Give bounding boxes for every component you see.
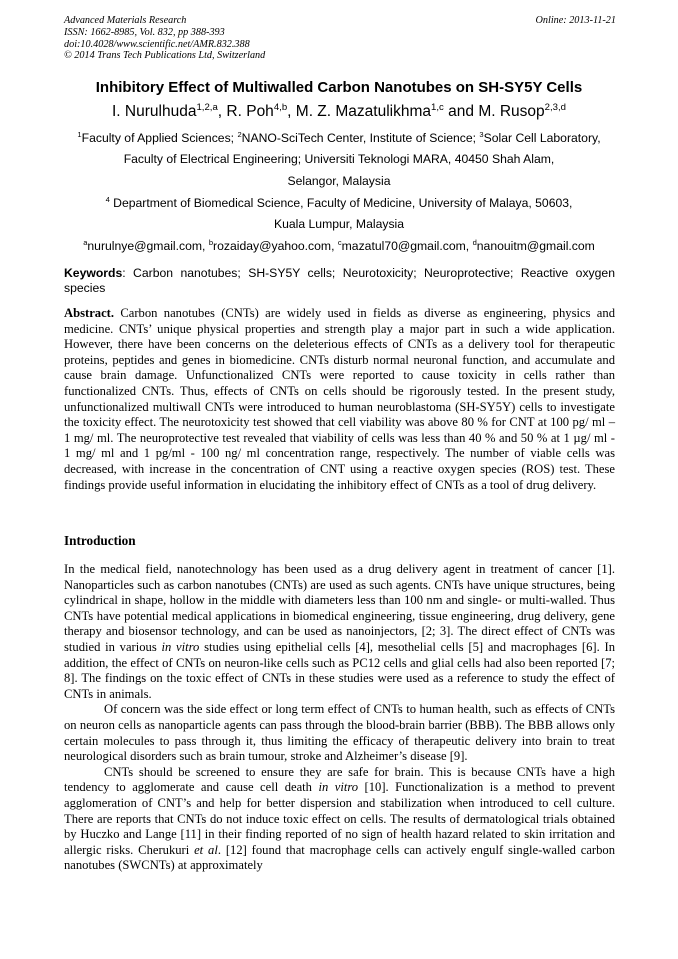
author-name: R. Poh (226, 103, 274, 121)
introduction-body (64, 562, 615, 874)
author-name: I. Nurulhuda (112, 103, 197, 121)
affiliation-line-2: Faculty of Electrical Engineering; Universiti Teknologi MARA, 40450 Shah Alam, (123, 152, 555, 166)
author-name: M. Rusop (478, 103, 545, 121)
author-separator: , (217, 103, 227, 121)
email-mark: d (472, 238, 477, 247)
email-mark: a (83, 238, 88, 247)
journal-copyright: © 2014 Trans Tech Publications Ltd, Switzerland (64, 50, 266, 62)
affiliation-text: Solar Cell Laboratory, (483, 131, 601, 146)
author-affiliation-mark: 1,2,a (196, 102, 218, 113)
journal-issn: ISSN: 1662-8985, Vol. 832, pp 388-393 (64, 26, 225, 38)
keywords-text: : Carbon nanotubes; SH-SY5Y cells; Neurotoxicity; Neuroprotective; Reactive oxygen species (64, 266, 615, 295)
affiliation-mark: 4 (105, 195, 110, 204)
affiliation-line-5: Kuala Lumpur, Malaysia (273, 217, 405, 231)
text-run: . [12] found that macrophage cells can actively engulf single-walled carbon nanotubes (SWCNTs) at approximately (64, 842, 615, 873)
author-name: M. Z. Mazatulikhma (295, 103, 432, 121)
author-affiliation-mark: 2,3,d (544, 102, 566, 113)
italic-text: et al (194, 842, 218, 857)
journal-name: Advanced Materials Research (64, 15, 187, 26)
keywords-label: Keywords (64, 266, 123, 280)
abstract-label: Abstract. (64, 306, 115, 320)
italic-text: in vitro (318, 780, 359, 795)
text-run: studies using epithelial cells [4], mesothelial cells [5] and macrophages [6]. In addition, the effect of CNTs on neuron-like cells such as PC12 cells and glial cells had also been reported [7; 8]. The findings on the toxic effect of CNTs in these studies were used as a reference to study the effect of CNTs in animals. (64, 639, 615, 701)
author-list (30, 102, 648, 121)
abstract-text: Carbon nanotubes (CNTs) are widely used in fields as diverse as engineering, physics and medicine. CNTs’ unique physical properties and strength play a major part in such a wide application. However, there have been concerns on the deleterious effects of CNTs as a delivery tool for therapeutic proteins, peptides and genes in biomedicine. CNTs disturb normal neuronal function, and accumulate and cause brain damage. Unfunctionalized CNTs were reported to cause toxicity in cells rather than functionalized CNTs. Thus, effects of CNTs on cells should be rigorously tested. In the present study, unfunctionalized multiwall CNTs were introduced to human neuroblastoma (SH-SY5Y) cells to investigate the toxicity effect. The neurotoxicity test showed that cell viability was above 80 % for CNT at 100 pg/ ml – 1 mg/ ml. The neuroprotective test revealed that viability of cells was less than 40 % and 50 % at 1 µg/ ml - 1 mg/ ml and 1 pg/ml - 100 ng/ ml concentration range, respectively. The number of viable cells was decreased, with increase in the concentration of CNT using a reactive oxygen species (ROS) test. These findings provide useful information in elucidating the inhibitory effect of CNTs as a tool of drug delivery. (64, 306, 615, 492)
affiliation-text: NANO-SciTech Center, Institute of Science; (241, 131, 480, 146)
online-date: Online: 2013-11-21 (535, 15, 616, 26)
text-run: CNTs should be screened to ensure they are safe for brain. This is because CNTs have a high tendency to agglomerate and cause cell death (64, 764, 615, 795)
email-mark: c (337, 238, 342, 247)
abstract (64, 306, 615, 493)
affiliation-text: Faculty of Applied Sciences; (81, 131, 238, 146)
email-mark: b (208, 238, 214, 247)
affiliation-line-1 (40, 130, 638, 145)
author-affiliation-mark: 1,c (431, 102, 444, 113)
journal-header (64, 15, 616, 62)
italic-text: in vitro (161, 639, 200, 654)
intro-paragraph-2: Of concern was the side effect or long term effect of CNTs to human health, such as effects of CNTs on neuron cells as nanoparticle agents can pass through the blood-brain barrier (BBB). The BBB allows only certain molecules to pass through it, thus limiting the efficacy of therapeutic delivery into brain to treat neurological disorders such as brain tumour, stroke and Alzheimer’s disease [9]. (64, 702, 615, 764)
affiliation-line-3: Selangor, Malaysia (287, 174, 391, 188)
paper-title: Inhibitory Effect of Multiwalled Carbon Nanotubes on SH-SY5Y Cells (95, 79, 583, 96)
introduction-heading: Introduction (64, 533, 136, 548)
email-link[interactable]: nurulnye@gmail.com, (87, 239, 209, 254)
affiliation-mark: 2 (237, 130, 242, 139)
author-separator: , (287, 103, 296, 121)
email-link[interactable]: mazatul70@gmail.com, (341, 239, 473, 254)
journal-doi: doi:10.4028/www.scientific.net/AMR.832.388 (64, 38, 250, 50)
author-separator: and (443, 103, 479, 121)
affiliation-mark: 1 (77, 130, 82, 139)
author-affiliation-mark: 4,b (273, 102, 288, 113)
intro-paragraph-1 (64, 562, 615, 702)
text-run: In the medical field, nanotechnology has been used as a drug delivery agent in treatment of cancer [1]. Nanoparticles such as carbon nanotubes (CNTs) are used as such agents. CNTs have unique structures, being cylindrical in shape, hollow in the middle with diameters less than 100 nm and single- or multi-walled. Thus CNTs have potential medical applications in biomedical engineering, tissue engineering, drug delivery, gene therapy and biosensor technology, and can be used as nanoinjectors, [2; 3]. The direct effect of CNTs was studied in various (64, 562, 615, 654)
affiliation-text: Department of Biomedical Science, Faculty of Medicine, University of Malaya, 50603, (109, 196, 573, 211)
affiliation-mark: 3 (479, 130, 484, 139)
email-link[interactable]: rozaiday@yahoo.com, (213, 239, 338, 254)
text-run: [10]. Functionalization is a method to prevent agglomeration of CNT’s and help for better dispersion and stabilization when introduced to cell culture. There are reports that CNTs do not induce toxic effect on cells. The results of dermatological trials obtained by Huczko and Lange [11] in their finding reported of no sign of health hazard related to skin irritation and allergic risks. Cherukuri (64, 780, 615, 857)
intro-paragraph-3 (64, 765, 615, 874)
affiliation-line-4 (40, 195, 638, 210)
email-link[interactable]: nanouitm@gmail.com (476, 239, 595, 254)
keywords (64, 266, 615, 296)
author-emails (40, 238, 638, 253)
